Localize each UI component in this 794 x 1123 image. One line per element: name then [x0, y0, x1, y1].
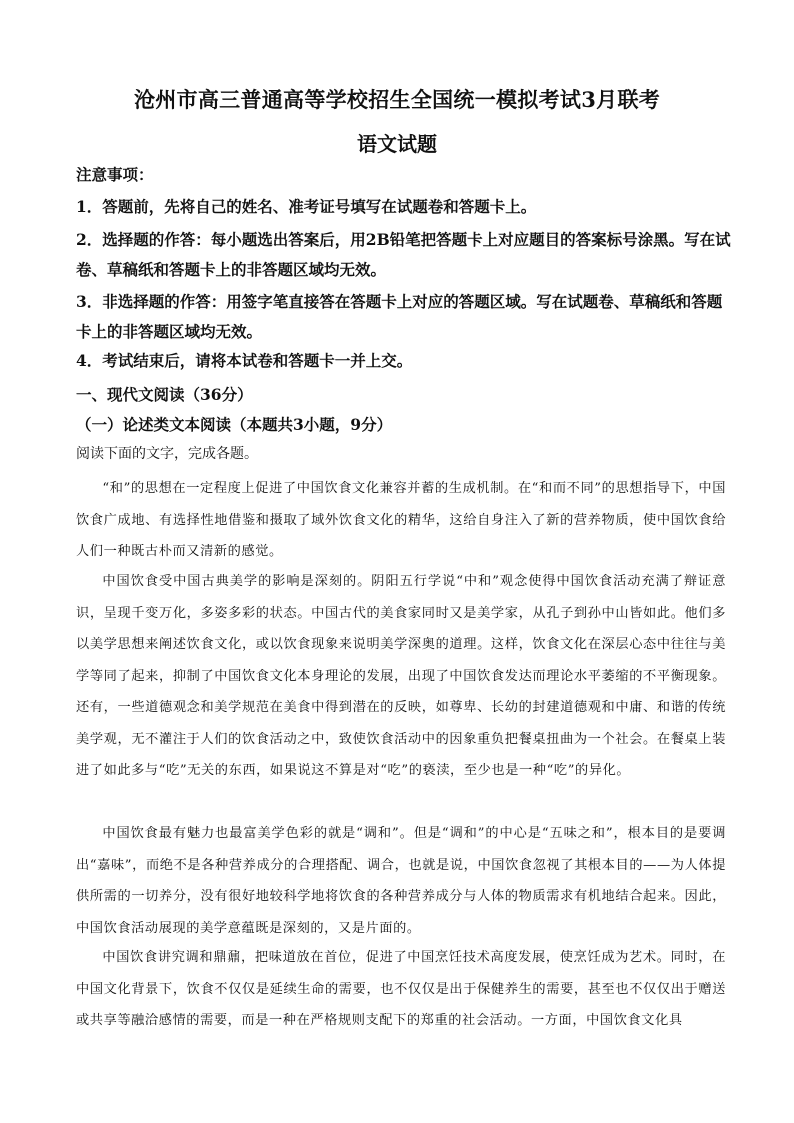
page-title: 沧州市高三普通高等学校招生全国统一模拟考试3月联考: [133, 87, 661, 112]
notice-item-1: 1．答题前，先将自己的姓名、准考证号填写在试题卷和答题卡上。: [76, 197, 537, 216]
paragraph-text: 中国饮食受中国古典美学的影响是深刻的。阴阳五行学说“中和”观念使得中国饮食活动充满了辩证意识，呈现千变万化，多姿多彩的状态。中国古代的美食家同时又是美学家，从孔子到孙中山皆如此。他们多以美学思想来阐述饮食文化，或以饮食现象来说明美学深奥的道理。这样，饮食文化在深层心态中往往与美学等同了起来，抑制了中国饮食文化本身理论的发展，出现了中国饮食发达而理论水平萎缩的不平衡现象。还有，一些道德观念和美学规范在美食中得到潜在的反映，如尊卑、长幼的封建道德观和中庸、和谐的传统美学观，无不灌注于人们的饮食活动之中，致使饮食活动中的因象重负把餐桌扭曲为一个社会。在餐桌上装进了如此多与“吃”无关的东西，如果说这不算是对“吃”的亵渎，至少也是一种“吃”的异化。: [76, 574, 726, 778]
passage-paragraph-2: [76, 566, 726, 787]
reading-instruction: 阅读下面的文字，完成各题。: [76, 446, 258, 462]
section-heading: 一、现代文阅读（36分）: [76, 385, 253, 404]
passage-paragraph-1: [76, 473, 726, 568]
notice-item-2: 2．选择题的作答：每小题选出答案后，用2B铅笔把答题卡上对应题目的答案标号涂黑。写在试卷、草稿纸和答题卡上的非答题区域均无效。: [76, 230, 731, 279]
notice-heading: 注意事项：: [76, 165, 154, 184]
page-subtitle: 语文试题: [357, 132, 437, 156]
paragraph-text: 中国饮食讲究调和鼎鼐，把味道放在首位，促进了中国烹饪技术高度发展，使烹饪成为艺术。同时，在中国文化背景下，饮食不仅仅是延续生命的需要，也不仅仅是出于保健养生的需要，甚至也不仅仅出于赠送或共享等融洽感情的需要，而是一种在严格规则支配下的郑重的社会活动。一方面，中国饮食文化具: [76, 950, 726, 1028]
subsection-heading: （一）论述类文本阅读（本题共3小题，9分）: [76, 415, 393, 434]
passage-paragraph-3: [76, 818, 726, 944]
notice-item-3: 3．非选择题的作答：用签字笔直接答在答题卡上对应的答题区域。写在试题卷、草稿纸和答题卡上的非答题区域均无效。: [76, 292, 723, 341]
paragraph-text: 中国饮食最有魅力也最富美学色彩的就是“调和”。但是“调和”的中心是“五味之和”，根本目的是要调出“嘉味”，而绝不是各种营养成分的合理搭配、调合，也就是说，中国饮食忽视了其根本目的——为人体提供所需的一切养分，没有很好地较科学地将饮食的各种营养成分与人体的物质需求有机地结合起来。因此，中国饮食活动展现的美学意蕴既是深刻的，又是片面的。: [76, 826, 726, 936]
passage-paragraph-4: [76, 942, 726, 1037]
paragraph-text: “和”的思想在一定程度上促进了中国饮食文化兼容并蓄的生成机制。在“和而不同”的思想指导下，中国饮食广成地、有选择性地借鉴和摄取了域外饮食文化的精华，这给自身注入了新的营养物质，使中国饮食给人们一种既古朴而又清新的感觉。: [76, 481, 726, 559]
notice-item-4: 4．考试结束后，请将本试卷和答题卡一并上交。: [76, 351, 413, 370]
